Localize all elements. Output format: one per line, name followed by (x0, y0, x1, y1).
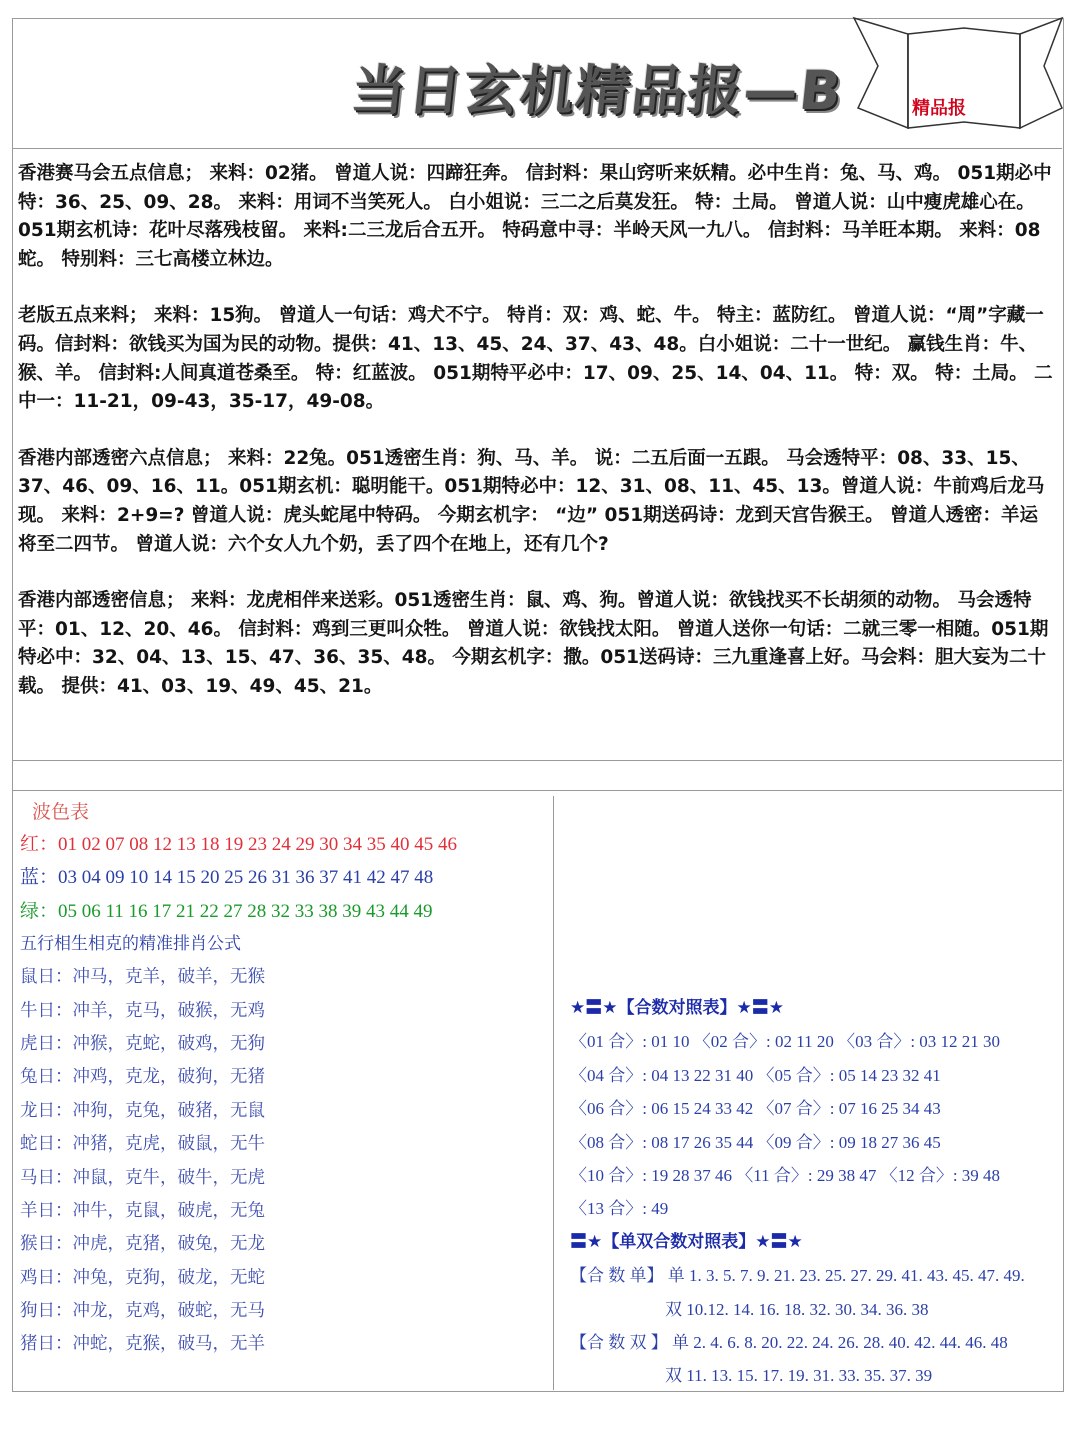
even-sum-label: 【合 数 双 】 (570, 1332, 668, 1352)
red-wave-row: 红：01 02 07 08 12 13 18 19 23 24 29 30 34 35 40 45 46 (20, 834, 458, 855)
column-divider (553, 796, 554, 1390)
sum-row: 〈08 合〉: 08 17 26 35 44 〈09 合〉: 09 18 27 36 45 (570, 1132, 941, 1152)
divider (12, 790, 1062, 791)
odd-sum-double-row: 双 10.12. 14. 16. 18. 32. 30. 34. 36. 38 (665, 1299, 929, 1319)
wave-table-title: 波色表 (32, 802, 90, 823)
wave-color-section (20, 798, 545, 1362)
sum-row: 〈06 合〉: 06 15 24 33 42 〈07 合〉: 07 16 25 34 43 (570, 1099, 941, 1119)
odd-sum-single: 单 1. 3. 5. 7. 9. 21. 23. 25. 27. 29. 41. 43. 45. 47. 49. (667, 1266, 1025, 1286)
divider (12, 760, 1062, 761)
sum-row: 〈04 合〉: 04 13 22 31 40 〈05 合〉: 05 14 23 32 41 (570, 1065, 941, 1085)
zodiac-row: 狗日：冲龙，克鸡，破蛇，无马 (20, 1301, 265, 1322)
sum-table-title: ★〓★【合数对照表】★〓★ (570, 998, 784, 1018)
odd-sum-label: 【合 数 单】 (570, 1266, 664, 1286)
zodiac-row: 鸡日：冲兔，克狗，破龙，无蛇 (20, 1267, 265, 1288)
even-sum-single: 单 2. 4. 6. 8. 20. 22. 24. 26. 28. 40. 42. 44. 46. 48 (672, 1332, 1008, 1352)
sum-tables-section (570, 992, 1050, 1393)
info-paragraph: 香港内部透密六点信息； 来料：22兔。051透密生肖：狗、马、羊。 说：二五后面一五跟。 马会透特平：08、33、15、37、46、09、16、11。051期玄机：聪明能干。051期特必中：12、31、08、11、45、13。曾道人说：牛前鸡后龙马现。 来料：2+9=? 曾道人说：虎头蛇尾中特码。 今期玄机字： “边” 051期送码诗：龙到天宫告猴王。 曾道人透密：羊运将至二四节。 曾道人说：六个女人九个奶，丢了四个在地上，还有几个? (18, 447, 1045, 555)
blue-wave-row: 蓝：03 04 09 10 14 15 20 25 26 31 36 37 41 42 47 48 (20, 867, 434, 889)
sum-row: 〈13 合〉: 49 (570, 1199, 669, 1219)
zodiac-row: 马日：冲鼠，克牛，破牛，无虎 (20, 1167, 265, 1188)
even-sum-single-row (570, 1326, 1050, 1359)
info-paragraph: 香港内部透密信息； 来料：龙虎相伴来送彩。051透密生肖：鼠、鸡、狗。曾道人说：欲钱找买不长胡须的动物。 马会透特平：01、12、20、46。 信封料：鸡到三更叫众牲。 曾道人说：欲钱找太阳。 曾道人送你一句话：二就三零一相随。051期特必中：32、04、13、15、47、36、35、48。 今期玄机字：撒。051送码诗：三九重逢喜上好。马会料：胆大妄为二十载。 提供：41、03、19、49、45、21。 (18, 590, 1049, 697)
info-text-block (18, 160, 1054, 730)
oddeven-table-title: 〓★【单双合数对照表】★〓★ (570, 1231, 803, 1252)
zodiac-row: 猪日：冲蛇，克猴，破马，无羊 (20, 1334, 265, 1355)
zodiac-row: 蛇日：冲猪，克虎，破鼠，无牛 (20, 1134, 265, 1155)
zodiac-row: 鼠日：冲马，克羊，破羊，无猴 (20, 967, 265, 988)
zodiac-row: 羊日：冲牛，克鼠，破虎，无兔 (20, 1200, 265, 1221)
info-paragraph: 老版五点来料； 来料：15狗。 曾道人一句话：鸡犬不宁。 特肖：双：鸡、蛇、牛。 特主：蓝防红。 曾道人说：“周”字藏一码。信封料：欲钱买为国为民的动物。提供：41、13、45、24、37、43、48。白小姐说：二十一世纪。 赢钱生肖：牛、猴、羊。 信封料:人间真道苍桑至。 特：红蓝波。 051期特平必中：17、09、25、14、04、11。 特：双。 特：土局。 二中一：11-21，09-43，35-17，49-08。 (18, 305, 1053, 413)
flag-decoration (848, 4, 1068, 144)
flag-label: 精品报 (912, 98, 966, 119)
sum-row: 〈01 合〉: 01 10 〈02 合〉: 02 11 20 〈03 合〉: 03 12 21 30 (570, 1032, 1001, 1052)
formula-title: 五行相生相克的精准排肖公式 (20, 934, 241, 955)
odd-sum-single-row (570, 1259, 1050, 1292)
info-paragraph: 香港赛马会五点信息； 来料：02猪。 曾道人说：四蹄狂奔。 信封料：果山窍听来妖精。必中生肖：兔、马、鸡。 051期必中特：36、25、09、28。 来料：用词不当笑死人。 白小姐说：三二之后莫发狂。 特：土局。 曾道人说：山中瘦虎雄心在。051期玄机诗：花叶尽落残枝留。 来料:二三龙后合五开。 特码意中寻：半岭天风一九八。 信封料：马羊旺本期。 来料：08蛇。 特别料：三七高楼立林边。 (18, 163, 1052, 270)
zodiac-row: 猴日：冲虎，克猪，破兔，无龙 (20, 1234, 265, 1255)
zodiac-row: 兔日：冲鸡，克龙，破狗，无猪 (20, 1067, 265, 1088)
sum-row: 〈10 合〉: 19 28 37 46 〈11 合〉: 29 38 47 〈12 合〉: 39 48 (570, 1165, 1001, 1185)
banner-title: 当日玄机精品报—B (348, 59, 847, 122)
green-wave-row: 绿：05 06 11 16 17 21 22 27 28 32 33 38 39 43 44 49 (20, 900, 433, 922)
zodiac-row: 龙日：冲狗，克兔，破猪，无鼠 (20, 1100, 265, 1121)
zodiac-row: 虎日：冲猴，克蛇，破鸡，无狗 (20, 1033, 265, 1054)
even-sum-double-row: 双 11. 13. 15. 17. 19. 31. 33. 35. 37. 39 (665, 1366, 933, 1386)
zodiac-row: 牛日：冲羊，克马，破猴，无鸡 (20, 1000, 265, 1021)
